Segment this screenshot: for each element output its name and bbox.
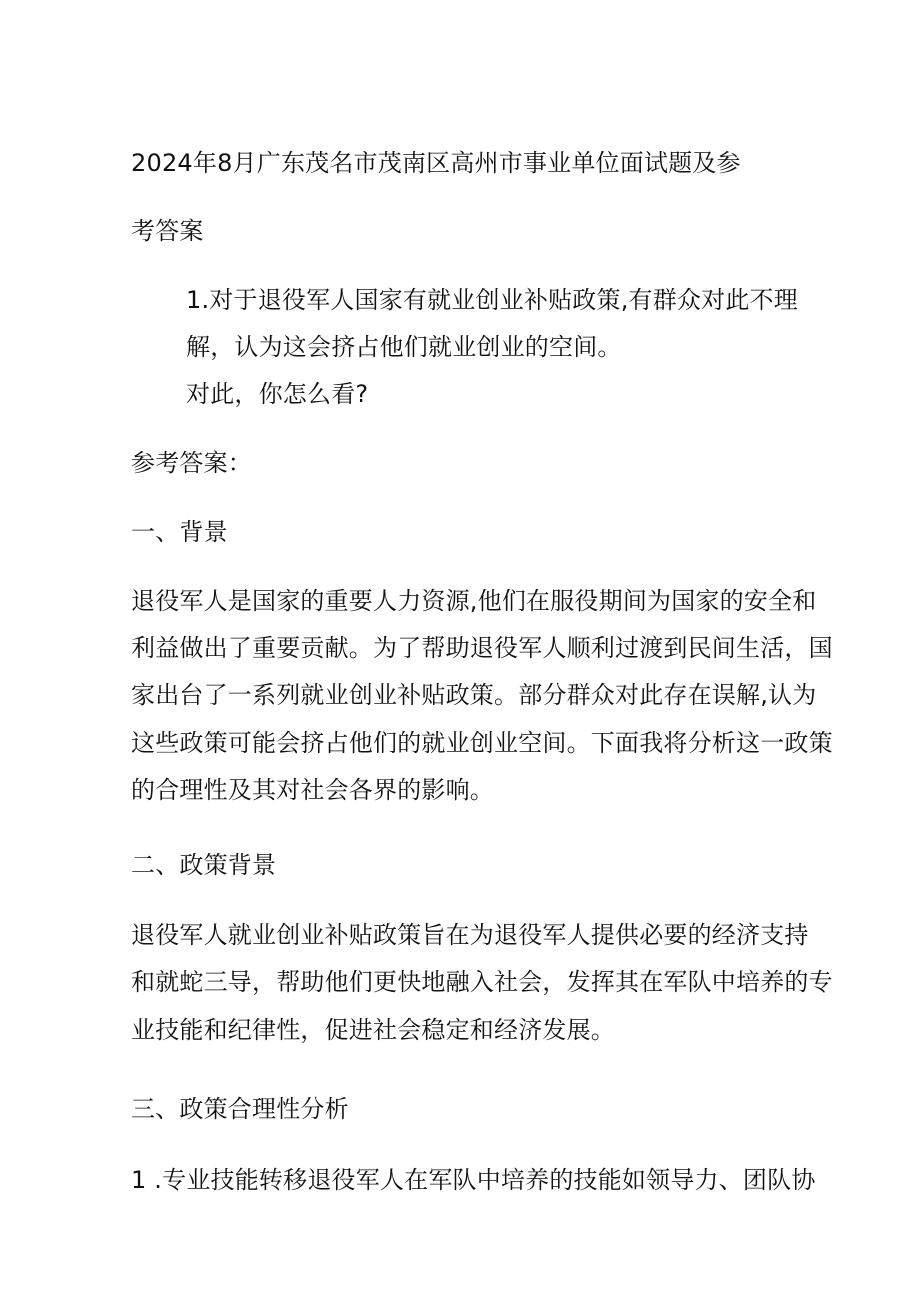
question-line-2: 解，认为这会挤占他们就业创业的空间。 xyxy=(186,333,622,361)
section-1-paragraph-line: 这些政策可能会挤占他们的就业创业空间。下面我将分析这一政策 xyxy=(131,729,833,757)
question-line-1: 1.对于退役军人国家有就业创业补贴政策,有群众对此不理 xyxy=(186,286,798,314)
section-2-heading: 二、政策背景 xyxy=(131,851,277,879)
answer-heading: 参考答案： xyxy=(131,449,252,477)
question-line-3: 对此，你怎么看? xyxy=(186,380,369,408)
section-3-heading: 三、政策合理性分析 xyxy=(131,1095,349,1123)
section-2-paragraph-line: 和就蛇三导，帮助他们更快地融入社会，发挥其在军队中培养的专 xyxy=(131,968,833,996)
section-2-paragraph-line: 退役军人就业创业补贴政策旨在为退役军人提供必要的经济支持 xyxy=(131,921,809,949)
section-1-paragraph-line: 利益做出了重要贡献。为了帮助退役军人顺利过渡到民间生活，国 xyxy=(131,634,833,662)
document-title-line-1: 2024年8月广东茂名市茂南区高州市事业单位面试题及参 xyxy=(131,149,741,177)
section-3-item-1: 1 .专业技能转移退役军人在军队中培养的技能如领导力、团队协 xyxy=(131,1166,816,1194)
section-2-paragraph-line: 业技能和纪律性，促进社会稳定和经济发展。 xyxy=(131,1016,615,1044)
section-1-paragraph-line: 家出台了一系列就业创业补贴政策。部分群众对此存在误解,认为 xyxy=(131,681,817,709)
section-1-heading: 一、背景 xyxy=(131,518,228,546)
document-title-line-2: 考答案 xyxy=(131,217,204,245)
section-1-paragraph-line: 的合理性及其对社会各界的影响。 xyxy=(131,776,494,804)
section-1-paragraph-line: 退役军人是国家的重要人力资源,他们在服役期间为国家的安全和 xyxy=(131,587,817,615)
